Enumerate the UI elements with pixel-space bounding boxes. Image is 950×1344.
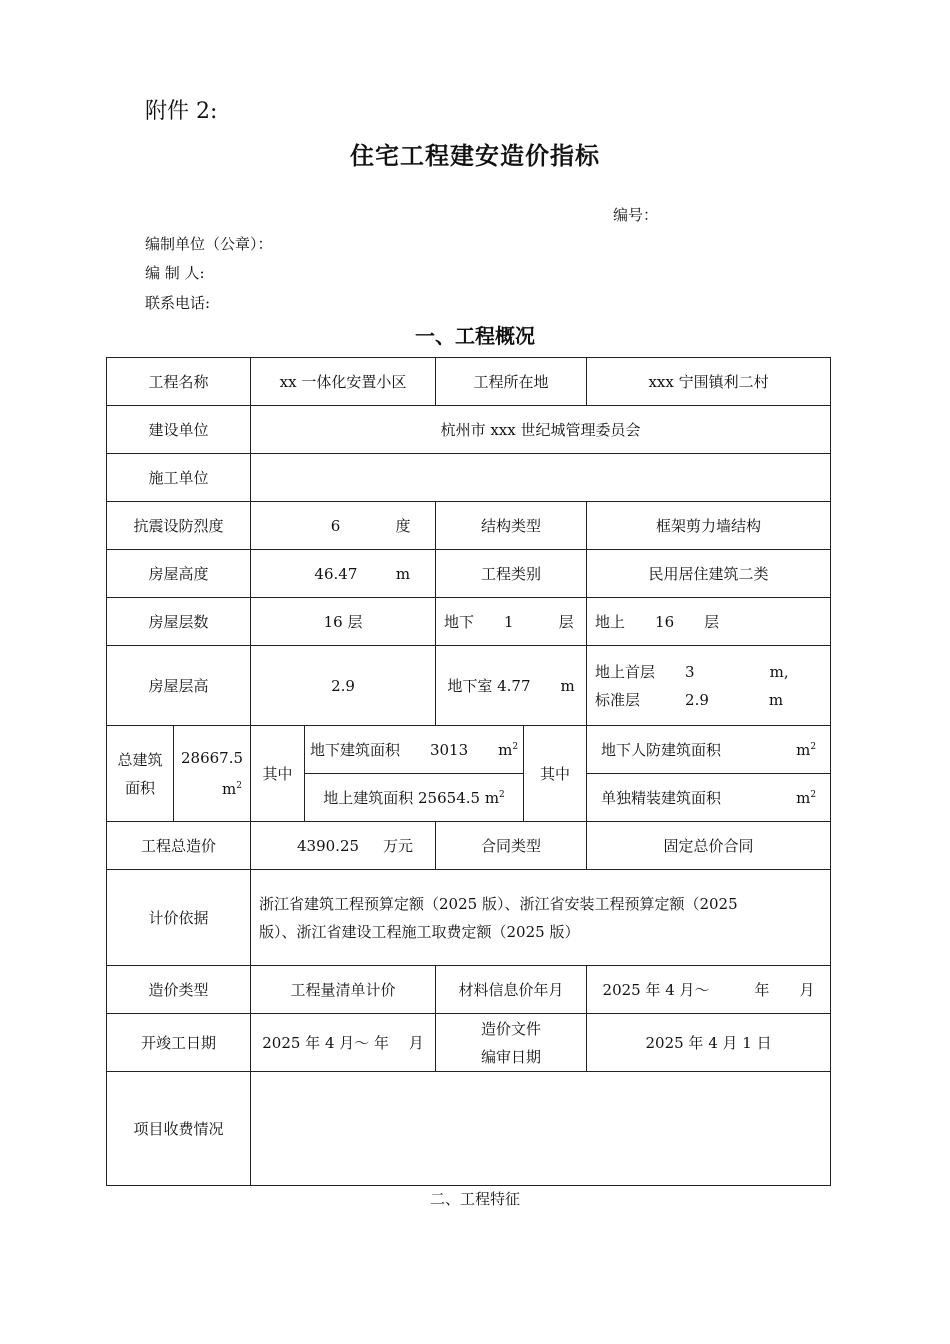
section-2-title: 二、工程特征 — [429, 1190, 520, 1208]
contract-type-label: 合同类型 — [436, 822, 587, 870]
first-floor-height: 地上首层 3 m, — [595, 662, 789, 681]
doc-date-label-line2: 编审日期 — [481, 1047, 542, 1066]
work-dates-label: 开竣工日期 — [107, 1014, 251, 1072]
civil-defense-area-label: 地下人防建筑面积 — [601, 741, 722, 759]
material-price-label: 材料信息价年月 — [436, 966, 587, 1014]
preparer-label: 编 制 人: — [145, 264, 205, 282]
basement-height: 地下室 4.77 m — [436, 646, 587, 726]
among-label-2: 其中 — [524, 726, 587, 822]
height-value: 46.47 — [314, 564, 358, 583]
total-area-label-line1: 总建筑 — [117, 750, 163, 769]
seismic-unit: 度 — [395, 517, 411, 535]
fees-label: 项目收费情况 — [107, 1072, 251, 1186]
structure-label: 结构类型 — [436, 502, 587, 550]
cost-type-value: 工程量清单计价 — [251, 966, 436, 1014]
attachment-label: 附件 2: — [145, 99, 218, 124]
table-row — [107, 822, 831, 870]
table-row — [107, 726, 831, 774]
underground-area-label: 地下建筑面积 3013 — [309, 741, 469, 759]
total-area-unit: m — [222, 780, 237, 798]
table-row — [107, 502, 831, 550]
height-label: 房屋高度 — [107, 550, 251, 598]
table-row — [107, 646, 831, 726]
decoration-area-unit: m — [796, 789, 811, 807]
among-label-1: 其中 — [251, 726, 305, 822]
doc-date-label-line1: 造价文件 — [481, 1019, 542, 1038]
section-1-title: 一、工程概况 — [415, 324, 535, 348]
table-row — [107, 454, 831, 502]
project-overview-table — [106, 357, 831, 1186]
height-unit: m — [395, 564, 411, 583]
work-dates-value: 2025 年 4 月～ 年 月 — [251, 1014, 436, 1072]
total-area-cell: 28667.5 $m^2$ — [174, 726, 251, 822]
category-label: 工程类别 — [436, 550, 587, 598]
pricing-basis-line2: 版）、浙江省建设工程施工取费定额（2025 版） — [259, 922, 580, 941]
floors-value: 16 层 — [251, 598, 436, 646]
structure-value: 框架剪力墙结构 — [587, 502, 831, 550]
total-cost-cell — [251, 822, 436, 870]
location-value: xxx 宁围镇利二村 — [587, 358, 831, 406]
total-cost-label: 工程总造价 — [107, 822, 251, 870]
builder-label: 建设单位 — [107, 406, 251, 454]
number-label: 编号： — [613, 206, 659, 224]
table-row — [107, 1072, 831, 1186]
civil-defense-area-cell: 地下人防建筑面积 $m^2$ — [587, 726, 831, 774]
total-cost-value: 4390.25 — [297, 837, 360, 855]
pricing-basis-line1: 浙江省建筑工程预算定额（2025 版）、浙江省安装工程预算定额（2025 — [259, 894, 738, 913]
location-label: 工程所在地 — [436, 358, 587, 406]
decoration-area-label: 单独精装建筑面积 — [601, 789, 722, 807]
underground-area-unit: m — [498, 741, 513, 759]
doc-date-label — [436, 1014, 587, 1072]
doc-date-value: 2025 年 4 月 1 日 — [587, 1014, 831, 1072]
decoration-area-cell: 单独精装建筑面积 $m^2$ — [587, 774, 831, 822]
builder-value: 杭州市 xxx 世纪城管理委员会 — [251, 406, 831, 454]
contract-type-value: 固定总价合同 — [587, 822, 831, 870]
civil-defense-area-unit: m — [796, 741, 811, 759]
seismic-label: 抗震设防烈度 — [107, 502, 251, 550]
seismic-cell — [251, 502, 436, 550]
table-row — [107, 550, 831, 598]
contractor-label: 施工单位 — [107, 454, 251, 502]
pricing-basis-value — [251, 870, 831, 966]
aboveground-area-cell: 地上建筑面积 25654.5 $m^2$ — [305, 774, 524, 822]
phone-label: 联系电话: — [145, 294, 211, 312]
total-cost-unit: 万元 — [383, 837, 414, 855]
aboveground-area-label: 地上建筑面积 25654.5 m — [323, 789, 500, 807]
below-floors: 地下 1 层 — [436, 598, 587, 646]
table-row — [107, 358, 831, 406]
floors-label: 房屋层数 — [107, 598, 251, 646]
category-value: 民用居住建筑二类 — [587, 550, 831, 598]
table-row — [107, 870, 831, 966]
table-row — [107, 966, 831, 1014]
standard-floor-height: 标准层 2.9 m — [595, 690, 784, 709]
table-row — [107, 1014, 831, 1072]
pricing-basis-label: 计价依据 — [107, 870, 251, 966]
page-title: 住宅工程建安造价指标 — [350, 141, 600, 170]
total-area-label-line2: 面积 — [124, 778, 155, 797]
above-floors: 地上 16 层 — [587, 598, 831, 646]
table-row — [107, 598, 831, 646]
fees-value — [251, 1072, 831, 1186]
floor-height-label: 房屋层高 — [107, 646, 251, 726]
total-area-label — [107, 726, 174, 822]
material-price-date: 2025 年 4 月～ 年 月 — [587, 966, 831, 1014]
cost-type-label: 造价类型 — [107, 966, 251, 1014]
project-name-label: 工程名称 — [107, 358, 251, 406]
seismic-value: 6 — [330, 517, 341, 535]
unit-label: 编制单位（公章）： — [145, 235, 273, 253]
height-cell — [251, 550, 436, 598]
table-row — [107, 406, 831, 454]
underground-area-cell: 地下建筑面积 3013 $m^2$ — [305, 726, 524, 774]
project-name-value: xx 一体化安置小区 — [251, 358, 436, 406]
upper-floor-heights — [587, 646, 831, 726]
contractor-value — [251, 454, 831, 502]
total-area-value: 28667.5 — [180, 749, 244, 767]
floor-height-value: 2.9 — [251, 646, 436, 726]
